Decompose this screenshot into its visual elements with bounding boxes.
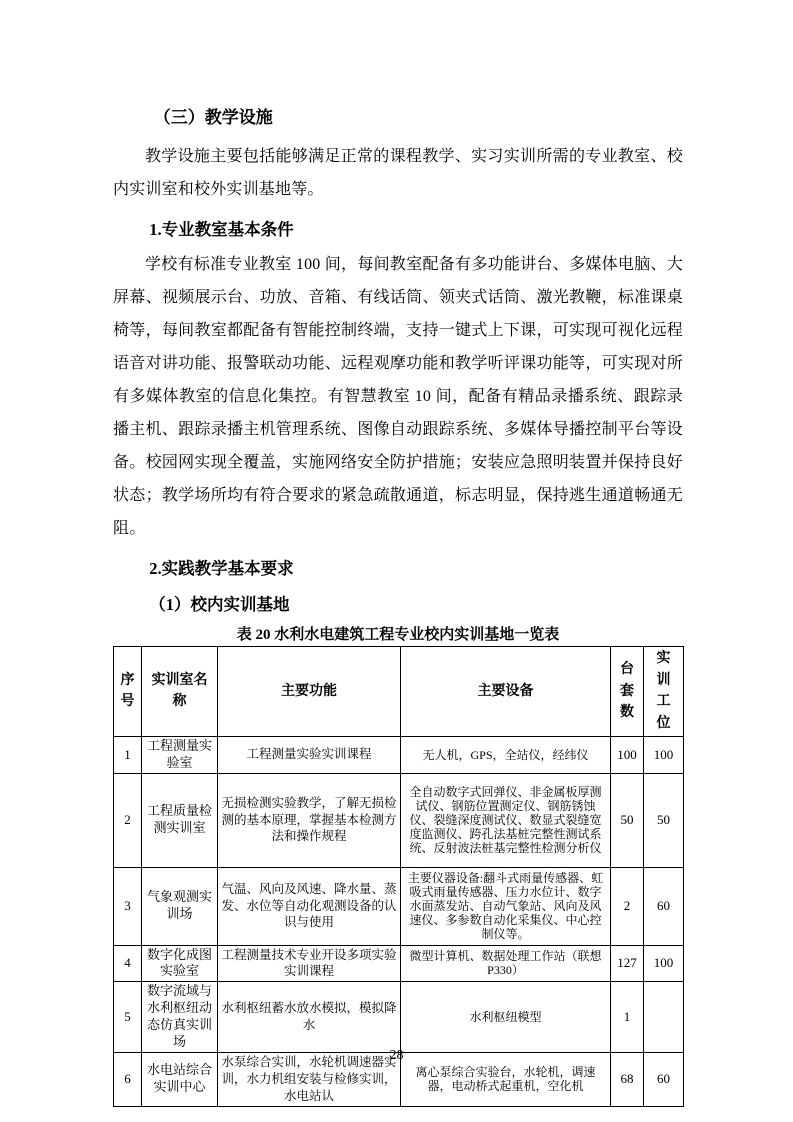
- table-header-row: [114, 647, 684, 737]
- cell-room-name: 水电站综合实训中心: [142, 1052, 218, 1106]
- col-header-name: 实训室名称: [142, 647, 218, 737]
- cell-equipment: 离心泵综合实验台，水轮机，调速器，电动桥式起重机，空化机: [401, 1052, 611, 1106]
- cell-room-name: 数字流域与水利枢纽动态仿真实训场: [142, 982, 218, 1053]
- col-header-sets: [611, 647, 644, 737]
- col-header-stations-label: 实训工位: [656, 651, 671, 732]
- page-number: 28: [389, 1048, 404, 1063]
- cell-function: 工程测量技术专业开设多项实验实训课程: [218, 945, 401, 982]
- col-header-seq: 序号: [114, 647, 142, 737]
- cell-stations: 60: [644, 1052, 684, 1106]
- cell-seq: 5: [114, 982, 142, 1053]
- cell-sets: 127: [611, 945, 644, 982]
- cell-function: 水泵综合实训，水轮机调速器实训，水力机组安装与检修实训，水电站认: [218, 1052, 401, 1106]
- paragraph-classrooms: 学校有标准专业教室 100 间，每间教室配备有多功能讲台、多媒体电脑、大屏幕、视频展示台、功放、音箱、有线话筒、领夹式话筒、激光教鞭，标准课桌椅等，每间教室都配备有智能控制终端，支持一键式上下课，可实现可视化远程语音对讲功能、报警联动功能、远程观摩功能和教学听评课功能等，可实现对所有多媒体教室的信息化集控。有智慧教室 10 间，配备有精品录播系统、跟踪录播主机、跟踪录播主机管理系统、图像自动跟踪系统、多媒体导播控制平台等设备。校园网实现全覆盖，实施网络安全防护措施；安装应急照明装置并保持良好状态；教学场所均有符合要求的紧急疏散通道，标志明显，保持逃生通道畅通无阻。: [113, 256, 683, 537]
- subsection-2-1-heading: （1）校内实训基地: [149, 595, 290, 614]
- cell-seq: 2: [114, 773, 142, 867]
- cell-function: 无损检测实验教学，了解无损检测的基本原理，掌握基本检测方法和操作规程: [218, 773, 401, 867]
- cell-room-name: 工程质量检测实训室: [142, 773, 218, 867]
- cell-equipment: 主要仪器设备:翻斗式雨量传感器、虹吸式雨量传感器、压力水位计、数字水面蒸发站、自动气象站、风向及风速仪、多参数自动化采集仪、中心控制仪等。: [401, 867, 611, 945]
- col-header-sets-label: 台套数: [620, 661, 634, 721]
- training-base-table: [113, 646, 684, 1107]
- table-row: [114, 982, 684, 1053]
- col-header-stations: [644, 647, 684, 737]
- col-header-equipment: 主要设备: [401, 647, 611, 737]
- subsection-1-heading: 1.专业教室基本条件: [149, 220, 294, 239]
- cell-seq: 3: [114, 867, 142, 945]
- col-header-function: 主要功能: [218, 647, 401, 737]
- cell-sets: 68: [611, 1052, 644, 1106]
- cell-function: 水利枢纽蓄水放水模拟，模拟降水: [218, 982, 401, 1053]
- cell-stations: 60: [644, 867, 684, 945]
- table-row: [114, 945, 684, 982]
- table-caption: 表 20 水利水电建筑工程专业校内实训基地一览表: [236, 627, 560, 643]
- cell-function: 气温、风向及风速、降水量、蒸发、水位等自动化观测设备的认识与使用: [218, 867, 401, 945]
- cell-sets: 1: [611, 982, 644, 1053]
- cell-room-name: 工程测量实验室: [142, 736, 218, 773]
- subsection-2-heading: 2.实践教学基本要求: [149, 559, 294, 578]
- cell-seq: 1: [114, 736, 142, 773]
- cell-stations: 100: [644, 736, 684, 773]
- table-row: [114, 736, 684, 773]
- cell-stations: 100: [644, 945, 684, 982]
- table-row: [114, 867, 684, 945]
- cell-sets: 50: [611, 773, 644, 867]
- cell-seq: 4: [114, 945, 142, 982]
- cell-room-name: 气象观测实训场: [142, 867, 218, 945]
- cell-sets: 2: [611, 867, 644, 945]
- cell-equipment: 无人机，GPS，全站仪，经纬仪: [401, 736, 611, 773]
- cell-sets: 100: [611, 736, 644, 773]
- paragraph-intro: 教学设施主要包括能够满足正常的课程教学、实习实训所需的专业教室、校内实训室和校外实训基地等。: [113, 148, 683, 198]
- cell-function: 工程测量实验实训课程: [218, 736, 401, 773]
- table-row: [114, 773, 684, 867]
- cell-stations: [644, 982, 684, 1053]
- cell-equipment: 微型计算机、数据处理工作站（联想 P330）: [401, 945, 611, 982]
- section-heading: （三）教学设施: [153, 108, 273, 127]
- cell-seq: 6: [114, 1052, 142, 1106]
- cell-equipment: 水利枢纽模型: [401, 982, 611, 1053]
- cell-equipment: 全自动数字式回弹仪、非金属板厚测试仪、钢筋位置测定仪、钢筋锈蚀仪、裂缝深度测试仪、数显式裂缝宽度监测仪、跨孔法基桩完整性测试系统、反射波法桩基完整性检测分析仪: [401, 773, 611, 867]
- cell-stations: 50: [644, 773, 684, 867]
- cell-room-name: 数字化成图实验室: [142, 945, 218, 982]
